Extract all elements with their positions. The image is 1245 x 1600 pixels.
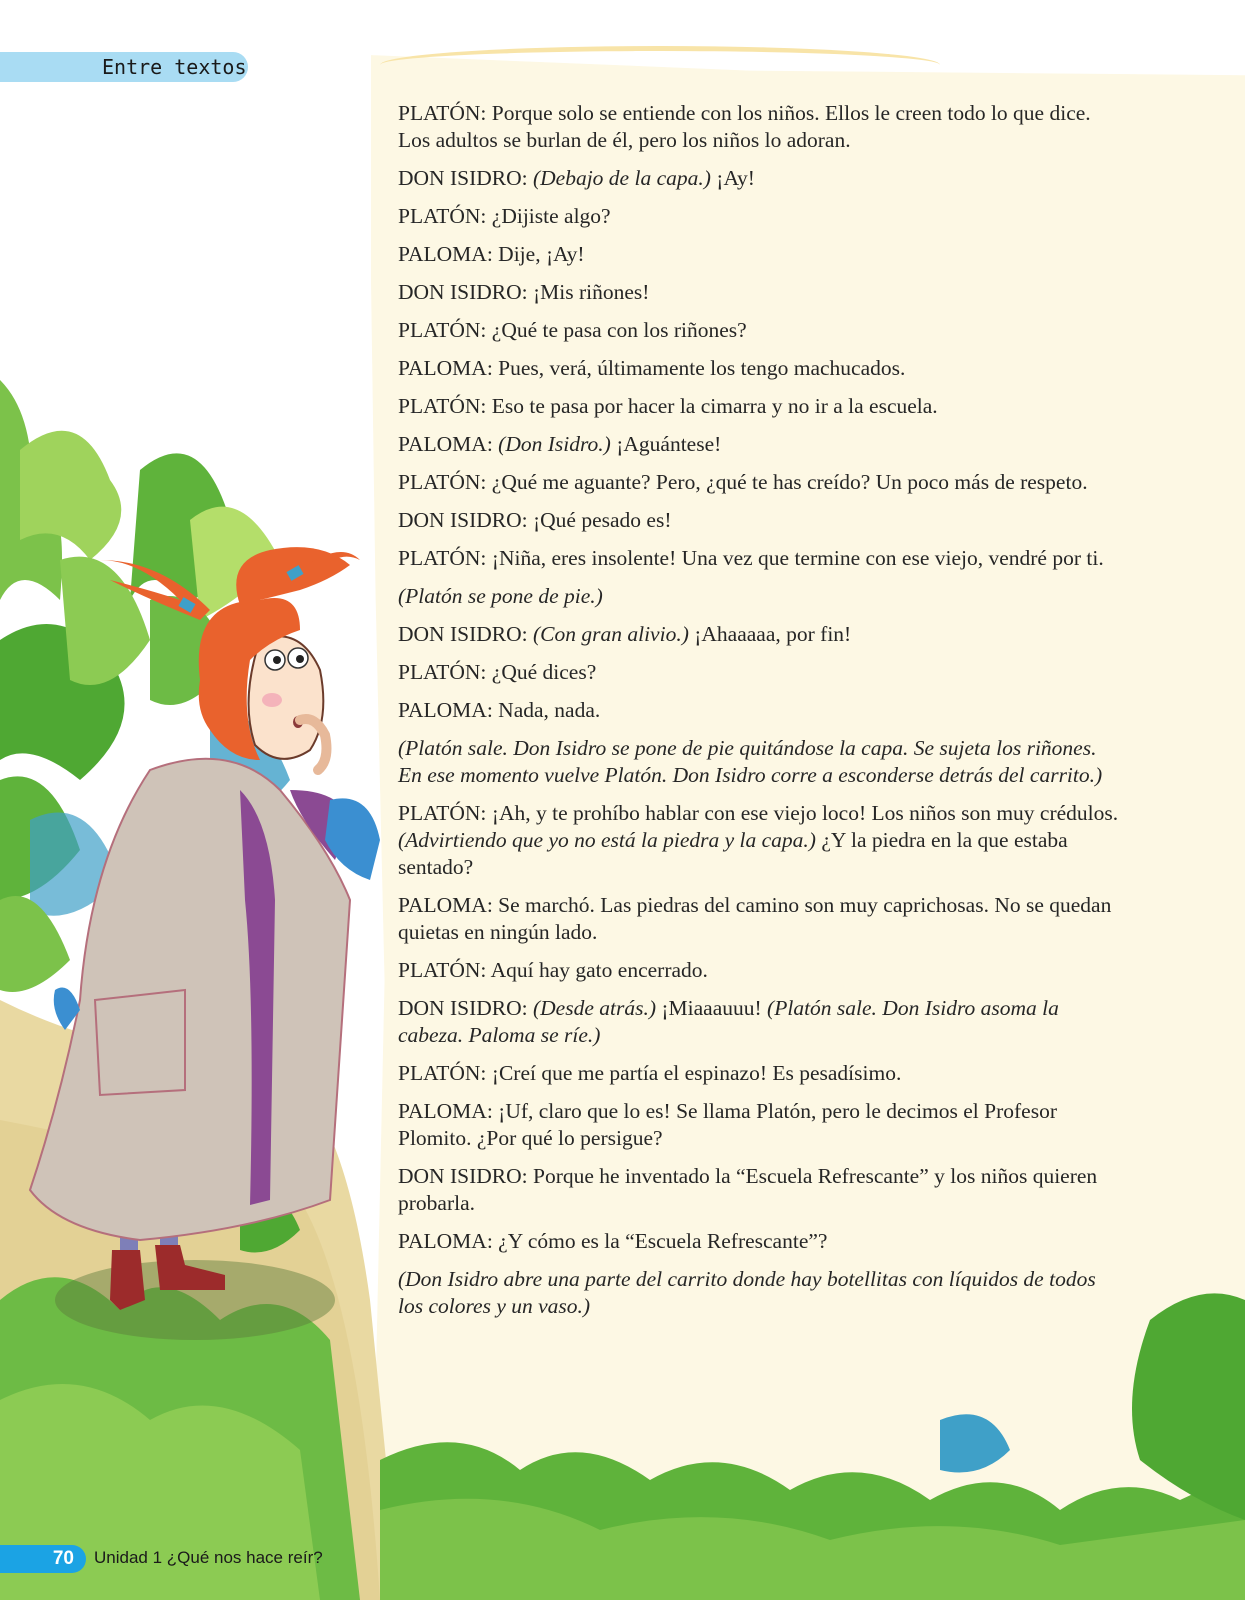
stage-direction-text: (Con gran alivio.) — [532, 622, 689, 646]
section-tab — [0, 52, 248, 82]
dialogue-line — [398, 1098, 1120, 1152]
dialogue-text: ¡Uf, claro que lo es! Se llama Platón, pero le decimos el Profesor Plomito. ¿Por qué lo persigue? — [398, 1099, 1058, 1150]
dialogue-text: ¿Qué me aguante? Pero, ¿qué te has creído? Un poco más de respeto. — [486, 470, 1088, 494]
stage-direction-text: (Advirtiendo que yo no está la piedra y la capa.) — [398, 828, 816, 852]
speaker-name: DON ISIDRO: — [398, 508, 528, 532]
dialogue-text: ¡Aguántese! — [610, 432, 722, 456]
speaker-name: DON ISIDRO: — [398, 166, 528, 190]
dialogue-text: ¡Niña, eres insolente! Una vez que termine con ese viejo, vendré por ti. — [486, 546, 1104, 570]
dialogue-line — [398, 203, 1120, 230]
stage-direction-text: (Don Isidro abre una parte del carrito donde hay botellitas con líquidos de todos los colores y un vaso.) — [398, 1267, 1096, 1318]
dialogue-line — [398, 393, 1120, 420]
dialogue-text: ¿Qué te pasa con los riñones? — [486, 318, 747, 342]
dialogue-line — [398, 507, 1120, 534]
dialogue-text: ¡Ay! — [710, 166, 755, 190]
speaker-name: PALOMA: — [398, 432, 493, 456]
speaker-name: PALOMA: — [398, 242, 493, 266]
speaker-name: PALOMA: — [398, 356, 493, 380]
dialogue-line — [398, 469, 1120, 496]
dialogue-text: ¡Ahaaaaa, por fin! — [688, 622, 852, 646]
dialogue-line — [398, 279, 1120, 306]
dialogue-line — [398, 1228, 1120, 1255]
stage-direction-text: (Debajo de la capa.) — [532, 166, 711, 190]
stage-direction-text: (Desde atrás.) — [532, 996, 656, 1020]
dialogue-text: ¡Mis riñones! — [527, 280, 650, 304]
dialogue-line — [398, 241, 1120, 268]
stage-direction-text: (Platón sale. Don Isidro se pone de pie quitándose la capa. Se sujeta los riñones. En ese momento vuelve Platón. Don Isidro corre a esconderse detrás del carrito.) — [398, 736, 1103, 787]
speaker-name: DON ISIDRO: — [398, 996, 528, 1020]
dialogue-line — [398, 659, 1120, 686]
dialogue-text: Eso te pasa por hacer la cimarra y no ir a la escuela. — [486, 394, 938, 418]
dialogue-line — [398, 355, 1120, 382]
dialogue-text: ¿Y cómo es la “Escuela Refrescante”? — [492, 1229, 828, 1253]
speaker-name: PLATÓN: — [398, 101, 487, 125]
dialogue-line — [398, 1163, 1120, 1217]
speaker-name: PLATÓN: — [398, 546, 487, 570]
dialogue-text: ¿Dijiste algo? — [486, 204, 611, 228]
speaker-name: PALOMA: — [398, 893, 493, 917]
speaker-name: PALOMA: — [398, 698, 493, 722]
dialogue-text: Pues, verá, últimamente los tengo machucados. — [492, 356, 906, 380]
dialogue-text: Nada, nada. — [492, 698, 601, 722]
dialogue-line — [398, 957, 1120, 984]
speaker-name: DON ISIDRO: — [398, 1164, 528, 1188]
speaker-name: PLATÓN: — [398, 660, 487, 684]
play-dialogue — [398, 100, 1120, 1331]
dialogue-text: ¡Creí que me partía el espinazo! Es pesadísimo. — [486, 1061, 902, 1085]
speaker-name: PALOMA: — [398, 1099, 493, 1123]
dialogue-text: ¿Qué dices? — [486, 660, 597, 684]
dialogue-line — [398, 317, 1120, 344]
unit-label: Unidad 1 ¿Qué nos hace reír? — [94, 1548, 323, 1567]
stage-direction — [398, 1266, 1120, 1320]
speaker-name: PLATÓN: — [398, 958, 487, 982]
speaker-name: PLATÓN: — [398, 1061, 487, 1085]
dialogue-line — [398, 100, 1120, 154]
dialogue-text: Porque solo se entiende con los niños. Ellos le creen todo lo que dice. Los adultos se burlan de él, pero los niños lo adoran. — [398, 101, 1091, 152]
dialogue-line — [398, 800, 1120, 881]
stage-direction-text: (Platón se pone de pie.) — [398, 584, 603, 608]
dialogue-line — [398, 545, 1120, 572]
page-number: 70 — [0, 1545, 86, 1573]
dialogue-line — [398, 1060, 1120, 1087]
stage-direction-text: (Platón sale. Don Isidro asoma la cabeza. Paloma se ríe.) — [398, 996, 1059, 1047]
speaker-name: DON ISIDRO: — [398, 622, 528, 646]
dialogue-text: ¡Miaaauuu! — [656, 996, 768, 1020]
page-footer — [0, 1545, 340, 1575]
dialogue-line — [398, 621, 1120, 648]
dialogue-text: Porque he inventado la “Escuela Refrescante” y los niños quieren probarla. — [398, 1164, 1098, 1215]
dialogue-line — [398, 892, 1120, 946]
dialogue-text: ¡Qué pesado es! — [527, 508, 672, 532]
speaker-name: PLATÓN: — [398, 204, 487, 228]
speaker-name: DON ISIDRO: — [398, 280, 528, 304]
dialogue-line — [398, 431, 1120, 458]
speaker-name: PLATÓN: — [398, 801, 487, 825]
stage-direction-text: (Don Isidro.) — [498, 432, 611, 456]
dialogue-line — [398, 697, 1120, 724]
speaker-name: PLATÓN: — [398, 470, 487, 494]
stage-direction — [398, 735, 1120, 789]
dialogue-text: Se marchó. Las piedras del camino son muy caprichosas. No se quedan quietas en ningún lado. — [398, 893, 1112, 944]
dialogue-text: ¡Ah, y te prohíbo hablar con ese viejo loco! Los niños son muy crédulos. — [486, 801, 1119, 825]
dialogue-line — [398, 165, 1120, 192]
speaker-name: PLATÓN: — [398, 318, 487, 342]
dialogue-line — [398, 995, 1120, 1049]
stage-direction — [398, 583, 1120, 610]
speaker-name: PALOMA: — [398, 1229, 493, 1253]
dialogue-text: Aquí hay gato encerrado. — [486, 958, 708, 982]
dialogue-text: ¿Y la piedra en la que estaba sentado? — [398, 828, 1068, 879]
speaker-name: PLATÓN: — [398, 394, 487, 418]
dialogue-text: Dije, ¡Ay! — [492, 242, 585, 266]
section-tab-label: Entre textos — [102, 55, 247, 79]
